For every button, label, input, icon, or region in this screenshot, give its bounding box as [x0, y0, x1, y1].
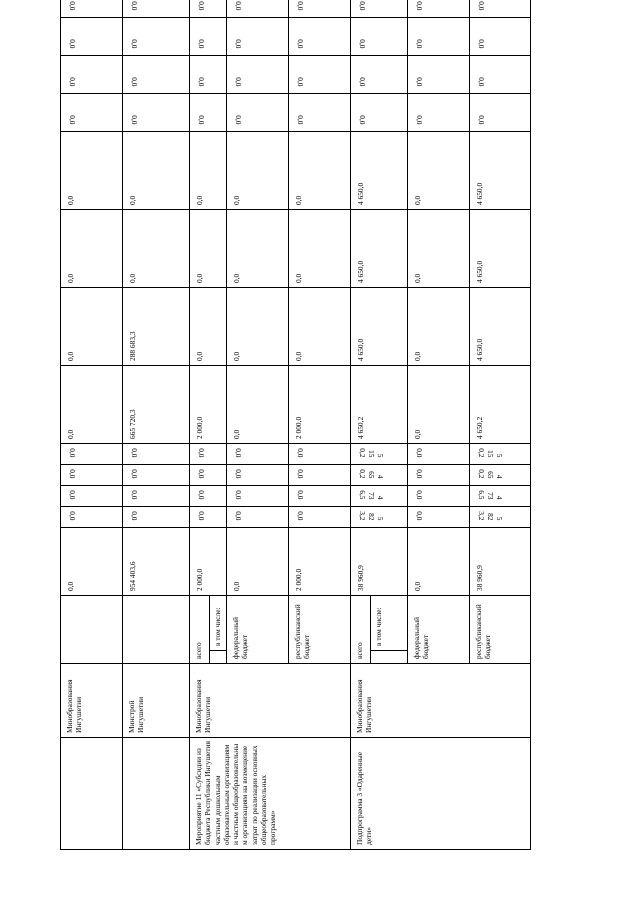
- zero-value-cell: 0,0: [408, 0, 470, 18]
- flipped-value-cell: 0,0: [289, 486, 351, 507]
- source-cell: федеральный бюджет: [227, 596, 289, 664]
- total-cell: 38 960,9: [351, 528, 408, 596]
- zero-value-cell: 0,0: [227, 56, 289, 94]
- rotated-page: [60, 1, 530, 850]
- total-cell: 0,0: [227, 528, 289, 596]
- total-cell: 2 000,0: [190, 528, 227, 596]
- total-cell: 2 000,0: [289, 528, 351, 596]
- flipped-value-cell: 0,0: [289, 507, 351, 528]
- year-value-cell: 0,0: [61, 366, 123, 444]
- program-cell: [123, 738, 190, 850]
- zero-value-cell: 0,0: [227, 18, 289, 56]
- flipped-value-cell: 0,0: [289, 465, 351, 486]
- flipped-value-cell: 4 736,5: [470, 486, 531, 507]
- flipped-value-cell: 0,0: [408, 507, 470, 528]
- flipped-value-cell: 5 150,2: [351, 444, 408, 465]
- source-incl-label: в том числе:: [374, 607, 383, 646]
- year-value-cell: 0,0: [61, 210, 123, 288]
- executor-cell: Минобразования Ингушетии: [61, 664, 123, 738]
- flipped-value-cell: 0,0: [408, 444, 470, 465]
- zero-value-cell: 0,0: [190, 94, 227, 132]
- flipped-value-cell: 0,0: [61, 444, 123, 465]
- year-value-cell: 0,0: [61, 132, 123, 210]
- table-row: [190, 0, 227, 850]
- flipped-value-cell: 5 823,2: [351, 507, 408, 528]
- total-cell: 954 403,6: [123, 528, 190, 596]
- source-total-cell: [190, 596, 227, 664]
- year-value-cell: 0,0: [289, 210, 351, 288]
- source-total-label: всего: [351, 596, 371, 663]
- year-value-cell: 2 000,0: [190, 366, 227, 444]
- flipped-value-cell: 0,0: [123, 465, 190, 486]
- source-cell: республиканский бюджет: [470, 596, 531, 664]
- zero-value-cell: 0,0: [351, 0, 408, 18]
- program-cell: Мероприятие 11 «Субсидии из бюджета Республики Ингушетия частным дошкольным образовательным организациям и частным общеобразовательны м организациям на возмещение затрат по реализации основных общеобразовательных программ»: [190, 738, 351, 850]
- budget-table: [60, 0, 531, 850]
- zero-value-cell: 0,0: [470, 94, 531, 132]
- zero-value-cell: 0,0: [227, 0, 289, 18]
- year-value-cell: 4 650,0: [351, 132, 408, 210]
- year-value-cell: 4 650,0: [351, 210, 408, 288]
- flipped-value-cell: 5 150,2: [470, 444, 531, 465]
- flipped-value-cell: 4 736,5: [351, 486, 408, 507]
- source-total-label: всего: [190, 596, 210, 663]
- flipped-value-cell: 0,0: [289, 444, 351, 465]
- table-row: [351, 0, 408, 850]
- year-value-cell: 0,0: [61, 288, 123, 366]
- zero-value-cell: 0,0: [289, 94, 351, 132]
- year-value-cell: 2 000,0: [289, 366, 351, 444]
- year-value-cell: 0,0: [227, 210, 289, 288]
- source-cell: [61, 596, 123, 664]
- flipped-value-cell: 0,0: [123, 507, 190, 528]
- year-value-cell: 4 650,0: [470, 132, 531, 210]
- flipped-value-cell: 0,0: [408, 486, 470, 507]
- zero-value-cell: 0,0: [61, 0, 123, 18]
- flipped-value-cell: 0,0: [61, 486, 123, 507]
- year-value-cell: 0,0: [408, 366, 470, 444]
- flipped-value-cell: 0,0: [408, 465, 470, 486]
- flipped-value-cell: 0,0: [190, 465, 227, 486]
- flipped-value-cell: 0,0: [123, 444, 190, 465]
- zero-value-cell: 0,0: [190, 0, 227, 18]
- zero-value-cell: 0,0: [123, 56, 190, 94]
- zero-value-cell: 0,0: [408, 94, 470, 132]
- zero-value-cell: 0,0: [61, 18, 123, 56]
- year-value-cell: 0,0: [190, 288, 227, 366]
- flipped-value-cell: 0,0: [190, 507, 227, 528]
- executor-cell: Минобразования Ингушетии: [190, 664, 351, 738]
- zero-value-cell: 0,0: [351, 94, 408, 132]
- flipped-value-cell: 0,0: [123, 486, 190, 507]
- year-value-cell: 0,0: [289, 288, 351, 366]
- year-value-cell: 0,0: [227, 288, 289, 366]
- zero-value-cell: 0,0: [408, 18, 470, 56]
- year-value-cell: 0,0: [289, 132, 351, 210]
- year-value-cell: 665 720,3: [123, 366, 190, 444]
- zero-value-cell: 0,0: [351, 18, 408, 56]
- source-total-cell: [351, 596, 408, 664]
- year-value-cell: 4 650,0: [351, 288, 408, 366]
- zero-value-cell: 0,0: [289, 18, 351, 56]
- source-cell: республиканский бюджет: [289, 596, 351, 664]
- total-cell: 38 960,9: [470, 528, 531, 596]
- zero-value-cell: 0,0: [470, 56, 531, 94]
- total-cell: 0,0: [408, 528, 470, 596]
- flipped-value-cell: 0,0: [227, 465, 289, 486]
- executor-cell: Минстрой Ингушетии: [123, 664, 190, 738]
- zero-value-cell: 0,0: [190, 18, 227, 56]
- year-value-cell: 0,0: [190, 210, 227, 288]
- year-value-cell: 4 650,2: [351, 366, 408, 444]
- program-cell: [61, 738, 123, 850]
- zero-value-cell: 0,0: [61, 94, 123, 132]
- source-incl-label: в том числе:: [213, 607, 222, 646]
- year-value-cell: 0,0: [408, 288, 470, 366]
- zero-value-cell: 0,0: [190, 56, 227, 94]
- program-cell: Подпрограмма 3 «Одаренные дети»: [351, 738, 531, 850]
- flipped-value-cell: 4 650,2: [470, 465, 531, 486]
- table-row: [123, 0, 190, 850]
- source-cell: федеральный бюджет: [408, 596, 470, 664]
- year-value-cell: 0,0: [123, 132, 190, 210]
- zero-value-cell: 0,0: [123, 94, 190, 132]
- year-value-cell: 0,0: [190, 132, 227, 210]
- zero-value-cell: 0,0: [123, 18, 190, 56]
- year-value-cell: 0,0: [123, 210, 190, 288]
- source-cell: [123, 596, 190, 664]
- year-value-cell: 0,0: [408, 210, 470, 288]
- zero-value-cell: 0,0: [289, 0, 351, 18]
- zero-value-cell: 0,0: [408, 56, 470, 94]
- executor-cell: Минобразования Ингушетии: [351, 664, 531, 738]
- flipped-value-cell: 0,0: [227, 486, 289, 507]
- flipped-value-cell: 0,0: [190, 486, 227, 507]
- zero-value-cell: 0,0: [227, 94, 289, 132]
- year-value-cell: 4 650,2: [470, 366, 531, 444]
- year-value-cell: 0,0: [408, 132, 470, 210]
- year-value-cell: 288 683,3: [123, 288, 190, 366]
- flipped-value-cell: 4 650,2: [351, 465, 408, 486]
- flipped-value-cell: 0,0: [61, 507, 123, 528]
- year-value-cell: 0,0: [227, 132, 289, 210]
- zero-value-cell: 0,0: [470, 0, 531, 18]
- zero-value-cell: 0,0: [470, 18, 531, 56]
- table-row: [61, 0, 123, 850]
- total-cell: 0,0: [61, 528, 123, 596]
- flipped-value-cell: 0,0: [61, 465, 123, 486]
- flipped-value-cell: 0,0: [227, 444, 289, 465]
- zero-value-cell: 0,0: [61, 56, 123, 94]
- year-value-cell: 0,0: [227, 366, 289, 444]
- flipped-value-cell: 0,0: [227, 507, 289, 528]
- flipped-value-cell: 0,0: [190, 444, 227, 465]
- year-value-cell: 4 650,0: [470, 210, 531, 288]
- year-value-cell: 4 650,0: [470, 288, 531, 366]
- zero-value-cell: 0,0: [289, 56, 351, 94]
- flipped-value-cell: 5 823,2: [470, 507, 531, 528]
- zero-value-cell: 0,0: [123, 0, 190, 18]
- zero-value-cell: 0,0: [351, 56, 408, 94]
